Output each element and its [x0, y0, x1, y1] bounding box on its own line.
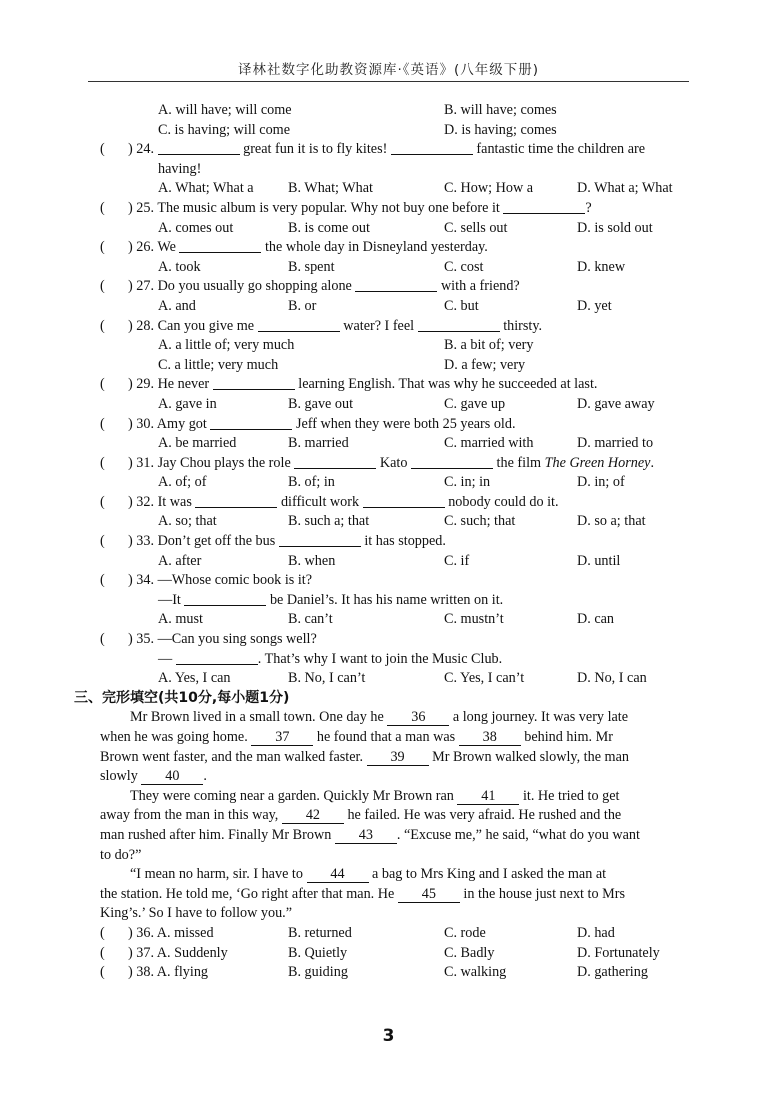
question-text: . That’s why I want to join the Music Club.	[257, 650, 503, 667]
question-text: difficult work	[280, 493, 360, 510]
answer-blank	[294, 454, 376, 469]
q24-options	[100, 179, 690, 199]
question-text: the whole day in Disneyland yesterday.	[264, 239, 488, 256]
q27-stem	[100, 277, 690, 297]
answer-blank	[503, 199, 585, 214]
option-d: D. until	[577, 552, 621, 569]
question-text: —	[158, 650, 173, 667]
question-number: ) 28.	[128, 317, 155, 334]
film-title: The Green Horney	[544, 454, 651, 471]
question-text: Don’t get off the bus	[157, 533, 276, 550]
passage-line: slowly 40 .	[100, 768, 207, 785]
option-a: A. a little of; very much	[158, 337, 295, 354]
numbered-blank: 37	[251, 730, 313, 746]
option-c: C. such; that	[444, 513, 516, 530]
question-text: nobody could do it.	[448, 493, 559, 510]
answer-blank	[355, 277, 437, 292]
q23-option-a: A. will have; will come	[158, 102, 292, 118]
passage-line: the station. He told me, ‘Go right after that man. He 45 in the house just next to Mrs	[100, 885, 625, 902]
question-text: learning English. That was why he succeeded at last.	[298, 376, 598, 393]
question-number: ) 27.	[128, 278, 155, 295]
option-a: A. Suddenly	[156, 944, 228, 961]
q25-stem	[100, 199, 690, 219]
option-c: C. mustn’t	[444, 611, 504, 628]
option-d: D. gathering	[577, 964, 648, 981]
question-text: Can you give me	[157, 317, 255, 334]
option-c: C. in; in	[444, 474, 491, 491]
question-text: Amy got	[156, 415, 207, 432]
q29-stem	[100, 375, 690, 395]
q30-options	[100, 434, 690, 454]
q32-stem	[100, 493, 690, 513]
question-text: great fun it is to fly kites!	[243, 141, 388, 158]
q23-options-row1	[100, 101, 690, 121]
question-text: be Daniel’s. It has his name written on it.	[269, 591, 504, 608]
q35-stem	[100, 630, 690, 650]
option-d: D. is sold out	[577, 219, 653, 236]
option-a: A. flying	[156, 964, 209, 981]
question-text: We	[157, 239, 176, 256]
question-number: ) 38.	[128, 964, 155, 981]
answer-paren: (	[100, 278, 105, 295]
answer-blank	[179, 238, 261, 253]
q26-options	[100, 258, 690, 278]
answer-blank	[195, 493, 277, 508]
q23-option-c: C. is having; will come	[158, 121, 291, 138]
question-text: —Can you sing songs well?	[157, 631, 317, 648]
answer-blank	[176, 650, 258, 665]
question-text: fantastic time the children are	[476, 141, 646, 158]
page-header: 译林社数字化助教资源库·《英语》(八年级下册)	[237, 62, 540, 78]
option-a: A. must	[158, 611, 203, 628]
option-b: B. No, I can’t	[288, 670, 366, 687]
option-c: C. rode	[444, 924, 486, 941]
question-text: —It	[158, 591, 181, 608]
question-text: thirsty.	[503, 317, 543, 334]
option-d: D. yet	[577, 297, 612, 314]
question-number: ) 26.	[128, 239, 155, 256]
option-a: A. comes out	[158, 219, 234, 236]
q25-options	[100, 219, 690, 239]
question-number: ) 32.	[128, 493, 155, 510]
question-text: Do you usually go shopping alone	[157, 278, 352, 295]
option-d: D. married to	[577, 435, 654, 452]
header-rule	[88, 81, 689, 82]
passage-line: man rushed after him. Finally Mr Brown 43 . “Excuse me,” he said, “what do you want	[100, 826, 640, 843]
q30-stem	[100, 415, 690, 435]
q28-options-row2	[100, 356, 690, 376]
q35-stem-cont	[100, 650, 690, 670]
passage-line: They were coming near a garden. Quickly Mr Brown ran 41 it. He tried to get	[130, 787, 620, 804]
option-d: D. Fortunately	[577, 944, 660, 961]
answer-paren: (	[100, 572, 105, 589]
section-title: 三、完形填空(共10分,每小题1分)	[74, 689, 290, 706]
answer-paren: (	[100, 631, 105, 648]
question-text: Kato	[379, 454, 408, 471]
answer-paren: (	[100, 199, 105, 216]
option-a: A. Yes, I can	[158, 670, 231, 687]
numbered-blank: 41	[457, 789, 519, 805]
answer-paren: (	[100, 493, 105, 510]
numbered-blank: 39	[367, 750, 429, 766]
q34-stem-cont	[100, 591, 690, 611]
passage-line: to do?”	[100, 846, 142, 863]
answer-paren: (	[100, 944, 105, 961]
option-b: B. can’t	[288, 611, 333, 628]
answer-blank	[391, 140, 473, 155]
question-text: with a friend?	[440, 278, 520, 295]
numbered-blank: 42	[282, 808, 344, 824]
option-b: B. of; in	[288, 474, 335, 491]
option-c: C. gave up	[444, 395, 506, 412]
option-b: B. such a; that	[288, 513, 370, 530]
q38-row	[100, 963, 690, 983]
question-text: it has stopped.	[364, 533, 446, 550]
option-c: C. sells out	[444, 219, 508, 236]
answer-paren: (	[100, 141, 105, 158]
option-c: C. Yes, I can’t	[444, 670, 525, 687]
answer-paren: (	[100, 533, 105, 550]
answer-paren: (	[100, 239, 105, 256]
q31-options	[100, 473, 690, 493]
q31-stem: ( ) 31. Jay Chou plays the role Kato the film The Green Horney.	[100, 454, 690, 474]
numbered-blank: 36	[387, 710, 449, 726]
option-c: C. Badly	[444, 944, 495, 961]
passage-line: King’s.’ So I have to follow you.”	[100, 905, 293, 922]
option-a: A. after	[158, 552, 202, 569]
q36-row	[100, 924, 690, 944]
q23-option-d: D. is having; comes	[444, 121, 557, 138]
q23-options-row2	[100, 121, 690, 141]
option-d: D. can	[577, 611, 615, 628]
question-number: ) 31.	[128, 454, 155, 471]
option-c: C. a little; very much	[158, 356, 279, 373]
answer-blank	[363, 493, 445, 508]
option-c: C. walking	[444, 964, 507, 981]
answer-paren: (	[100, 924, 105, 941]
question-text: having!	[158, 160, 202, 177]
option-d: D. gave away	[577, 395, 655, 412]
answer-blank	[418, 317, 500, 332]
question-text: Jay Chou plays the role	[157, 454, 291, 471]
option-b: B. or	[288, 297, 317, 314]
numbered-blank: 43	[335, 828, 397, 844]
answer-blank	[158, 140, 240, 155]
option-b: B. when	[288, 552, 336, 569]
answer-blank	[213, 375, 295, 390]
q24-stem-cont	[100, 160, 690, 180]
q29-options	[100, 395, 690, 415]
numbered-blank: 44	[307, 867, 369, 883]
option-a: A. be married	[158, 435, 237, 452]
question-number: ) 37.	[128, 944, 155, 961]
q33-stem	[100, 532, 690, 552]
question-number: ) 34.	[128, 572, 155, 589]
question-text: ?	[585, 199, 592, 216]
option-b: B. What; What	[288, 180, 373, 197]
numbered-blank: 38	[459, 730, 521, 746]
question-number: ) 33.	[128, 533, 155, 550]
page-number: 3	[382, 1026, 395, 1046]
question-text: He never	[157, 376, 210, 393]
option-a: A. gave in	[158, 395, 217, 412]
question-number: ) 29.	[128, 376, 155, 393]
q34-stem	[100, 571, 690, 591]
option-a: A. What; What a	[158, 180, 254, 197]
question-number: ) 36.	[128, 924, 155, 941]
option-d: D. a few; very	[444, 356, 526, 373]
q32-options	[100, 512, 690, 532]
option-b: B. a bit of; very	[444, 337, 534, 354]
option-b: B. returned	[288, 924, 352, 941]
answer-blank	[411, 454, 493, 469]
option-a: A. of; of	[158, 474, 207, 491]
q23-option-b: B. will have; comes	[444, 102, 557, 118]
option-b: B. spent	[288, 258, 335, 275]
q28-options-row1	[100, 336, 690, 356]
option-d: D. knew	[577, 258, 626, 275]
option-a: A. took	[158, 258, 201, 275]
passage-line: when he was going home. 37 he found that a man was 38 behind him. Mr	[100, 729, 613, 745]
q24-stem	[100, 140, 690, 160]
question-text: It was	[157, 493, 192, 510]
q26-stem	[100, 238, 690, 258]
question-number: ) 25.	[128, 199, 155, 216]
question-text: the film	[496, 454, 542, 471]
option-a: A. and	[158, 297, 196, 314]
answer-blank	[258, 317, 340, 332]
option-a: A. missed	[156, 924, 214, 941]
option-d: D. What a; What	[577, 180, 673, 197]
answer-paren: (	[100, 376, 105, 393]
question-text: water? I feel	[343, 317, 415, 334]
option-c: C. married with	[444, 435, 534, 452]
option-c: C. if	[444, 552, 470, 569]
passage-line: Brown went faster, and the man walked faster. 39 Mr Brown walked slowly, the man	[100, 748, 629, 765]
option-d: D. No, I can	[577, 670, 647, 687]
q33-options	[100, 552, 690, 572]
q28-stem	[100, 317, 690, 337]
q27-options	[100, 297, 690, 317]
answer-paren: (	[100, 317, 105, 334]
numbered-blank: 45	[398, 887, 460, 903]
answer-paren: (	[100, 964, 105, 981]
answer-paren: (	[100, 454, 105, 471]
option-c: C. How; How a	[444, 180, 534, 197]
option-d: D. had	[577, 924, 615, 941]
passage-line: Mr Brown lived in a small town. One day he 36 a long journey. It was very late	[130, 709, 629, 726]
option-b: B. Quietly	[288, 944, 348, 961]
question-text: Jeff when they were both 25 years old.	[295, 415, 516, 432]
q34-options	[100, 610, 690, 630]
option-d: D. in; of	[577, 474, 625, 491]
exercise-content	[74, 101, 690, 983]
option-b: B. gave out	[288, 395, 354, 412]
passage-line: away from the man in this way, 42 he failed. He was very afraid. He rushed and the	[100, 807, 622, 824]
option-c: C. but	[444, 297, 479, 314]
option-a: A. so; that	[158, 513, 217, 530]
question-text: —Whose comic book is it?	[157, 572, 313, 589]
passage-line: “I mean no harm, sir. I have to 44 a bag to Mrs King and I asked the man at	[130, 866, 607, 883]
q35-options	[100, 669, 690, 689]
option-c: C. cost	[444, 258, 484, 275]
question-number: ) 35.	[128, 631, 155, 648]
option-b: B. guiding	[288, 964, 348, 981]
answer-blank	[279, 532, 361, 547]
question-text: The music album is very popular. Why not buy one before it	[157, 199, 500, 216]
option-b: B. is come out	[288, 219, 370, 236]
numbered-blank: 40	[141, 769, 203, 785]
question-number: ) 24.	[128, 141, 155, 158]
option-b: B. married	[288, 435, 349, 452]
question-number: ) 30.	[128, 415, 155, 432]
q37-row	[100, 944, 690, 964]
answer-blank	[210, 415, 292, 430]
answer-paren: (	[100, 415, 105, 432]
option-d: D. so a; that	[577, 513, 646, 530]
answer-blank	[184, 591, 266, 606]
